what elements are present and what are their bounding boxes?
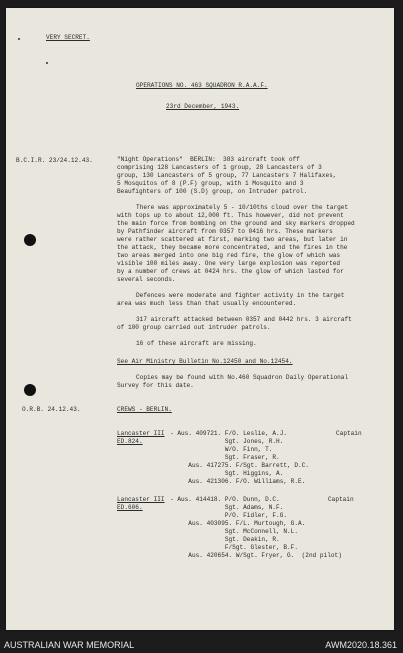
aircraft-serial: ED.606. — [117, 504, 143, 511]
punch-hole — [24, 234, 36, 246]
paragraph-5: 16 of these aircraft are missing. — [136, 340, 257, 347]
bulletin-reference: See Air Ministry Bulletin No.12450 and No.12454. — [117, 358, 293, 365]
punch-hole — [24, 384, 36, 396]
crews-heading: CREWS - BERLIN. — [117, 406, 172, 413]
document-date: 23rd December, 1943. — [166, 103, 240, 110]
document-title: OPERATIONS NO. 463 SQUADRON R.A.A.F. — [136, 82, 268, 89]
document-page: VERY SECRET. OPERATIONS NO. 463 SQUADRON R.A.A.F. 23rd December, 1943. B.C.I.R. 23/24.12.43. "Night Operations" BERLIN: 383 aircraft took off comprising 128 Lancasters of 1 group, 28 Lancasters of 3 group, 130 Lancasters of 5 group, 77 Lancasters 7 Halifaxes, 5 Mosquitos of 8 (P.F) group, with 1 Mosquito and 3 Beaufighters of 100 (S.D) group, on Intruder patrol. There was approximately 5 - 10/10ths cloud over the target with tops up to about 12,000 ft. This however, did not prevent the main force from bombing on the ground and sky markers dropped by Pathfinder aircraft from 0357 to 0416 hrs. These markers were rather scattered at first, marking two areas, but later in the attack, they became more concentrated, and the fires in the two areas merged into one big red fire, the glow of which was visible 100 miles away. One very large explosion was reported by a number of crews at 0424 hrs. the glow of which lasted for several seconds. Defences were moderate and fighter activity in the target area was much less than that usually encountered. 317 aircraft attacked between 0357 and 0442 hrs. 3 aircraft of 100 group carried out intruder patrols. 16 of these aircraft are missing. See Air Ministry Bulletin No.12450 and No.12454. Copies may be found with No.460 Squadron Daily Operational Survey for this date. O.R.B. 24.12.43. CREWS - BERLIN. Lancaster III ED.824. - Aus. 409721. F/O. Leslie, A.J. Sgt. Jones, R.H. W/O. Finn, T. Sgt. Fraser, R. Aus. 417275. F/Sgt. Barrett, D.C. Sgt. Higgins, A. Aus. 421306. F/O. Williams, R.E. Captain Lancaster III ED.606. - Aus. 414418. P/O. Dunn, D.C. Sgt. Adams, N.F. P/O. Fidler, F.G. Aus. 403095. F/L. Murtough, G.A. Sgt. McConnell, N.L. Sgt. Deakin, R. F/Sgt. Glester, B.F. Aus. 420654. W/Sgt. Fryer, G. (2nd pilot) Captain — [6, 8, 394, 630]
classification-heading: VERY SECRET. — [46, 34, 90, 41]
aircraft-serial: ED.824. — [117, 438, 143, 445]
margin-reference-2: O.R.B. 24.12.43. — [22, 406, 81, 413]
captain-label: Captain — [328, 496, 354, 503]
page-mark — [18, 38, 20, 40]
captain-label: Captain — [336, 430, 362, 437]
aircraft-type: Lancaster III — [117, 430, 165, 437]
margin-reference-1: B.C.I.R. 23/24.12.43. — [16, 157, 93, 164]
institution-name: AUSTRALIAN WAR MEMORIAL — [4, 640, 135, 650]
footer-bar — [0, 636, 403, 653]
aircraft-type: Lancaster III — [117, 496, 165, 503]
page-mark — [46, 62, 48, 64]
catalogue-number: AWM2020.18.361 — [325, 640, 397, 650]
